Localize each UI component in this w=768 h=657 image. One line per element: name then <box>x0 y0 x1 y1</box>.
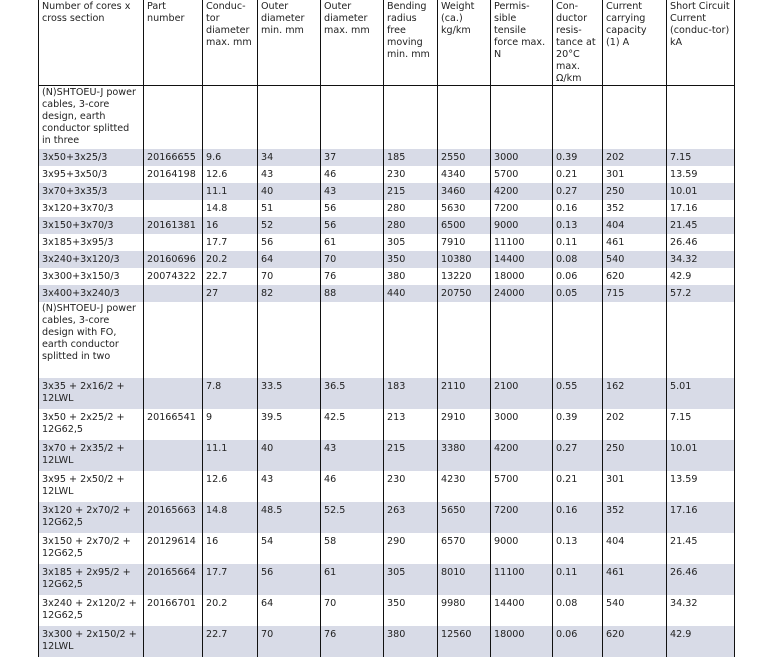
cell-part-number <box>144 471 203 502</box>
cell-weight: 8010 <box>438 564 491 595</box>
cell-conductor-resistance: 0.06 <box>553 268 603 285</box>
cell-outer-diameter-min: 40 <box>258 183 321 200</box>
cell-outer-diameter-min: 64 <box>258 251 321 268</box>
cell-conductor-diameter: 22.7 <box>203 268 258 285</box>
cell-bending-radius: 215 <box>384 440 438 471</box>
cell-tensile-force: 3000 <box>491 149 553 166</box>
empty-cell <box>603 302 667 378</box>
empty-cell <box>491 302 553 378</box>
table-row <box>39 234 735 251</box>
cell-current-capacity: 540 <box>603 595 667 626</box>
cell-weight: 4230 <box>438 471 491 502</box>
table-row <box>39 564 735 595</box>
cell-tensile-force: 18000 <box>491 626 553 657</box>
cell-bending-radius: 350 <box>384 595 438 626</box>
cell-tensile-force: 9000 <box>491 533 553 564</box>
cell-current-capacity: 461 <box>603 564 667 595</box>
cell-outer-diameter-max: 43 <box>321 183 384 200</box>
header-conductor-diameter: Conduc-tor diameter max. mm <box>203 0 258 86</box>
cell-part-number: 20164198 <box>144 166 203 183</box>
cell-outer-diameter-min: 52 <box>258 217 321 234</box>
cell-conductor-resistance: 0.55 <box>553 378 603 409</box>
cell-tensile-force: 2100 <box>491 378 553 409</box>
cell-tensile-force: 11100 <box>491 564 553 595</box>
cell-short-circuit-current: 34.32 <box>667 595 735 626</box>
cell-short-circuit-current: 17.16 <box>667 502 735 533</box>
cell-tensile-force: 18000 <box>491 268 553 285</box>
table-row <box>39 251 735 268</box>
table-row <box>39 217 735 234</box>
cell-part-number: 20129614 <box>144 533 203 564</box>
cell-weight: 2910 <box>438 409 491 440</box>
cell-short-circuit-current: 7.15 <box>667 149 735 166</box>
cell-short-circuit-current: 42.9 <box>667 626 735 657</box>
table-row <box>39 440 735 471</box>
cell-outer-diameter-min: 40 <box>258 440 321 471</box>
cell-tensile-force: 9000 <box>491 217 553 234</box>
cell-part-number <box>144 285 203 302</box>
cell-short-circuit-current: 13.59 <box>667 166 735 183</box>
cell-conductor-resistance: 0.11 <box>553 564 603 595</box>
header-conductor-resistance: Con-ductor resis-tance at 20°C max. Ω/km <box>553 0 603 86</box>
cell-cores-cross-section: 3x95 + 2x50/2 + 12LWL <box>39 471 144 502</box>
cell-conductor-resistance: 0.08 <box>553 251 603 268</box>
cell-bending-radius: 380 <box>384 626 438 657</box>
cell-outer-diameter-max: 46 <box>321 166 384 183</box>
cell-bending-radius: 280 <box>384 200 438 217</box>
cell-cores-cross-section: 3x185+3x95/3 <box>39 234 144 251</box>
cell-outer-diameter-max: 42.5 <box>321 409 384 440</box>
cell-conductor-diameter: 20.2 <box>203 251 258 268</box>
cell-outer-diameter-min: 34 <box>258 149 321 166</box>
empty-cell <box>144 86 203 150</box>
cell-part-number <box>144 183 203 200</box>
cell-short-circuit-current: 57.2 <box>667 285 735 302</box>
header-row <box>39 0 735 86</box>
cell-bending-radius: 263 <box>384 502 438 533</box>
cell-part-number: 20165664 <box>144 564 203 595</box>
cell-cores-cross-section: 3x240+3x120/3 <box>39 251 144 268</box>
cell-outer-diameter-max: 46 <box>321 471 384 502</box>
cell-weight: 6500 <box>438 217 491 234</box>
header-bending-radius: Bending radius free moving min. mm <box>384 0 438 86</box>
cell-short-circuit-current: 10.01 <box>667 183 735 200</box>
cell-cores-cross-section: 3x300 + 2x150/2 + 12LWL <box>39 626 144 657</box>
cell-bending-radius: 215 <box>384 183 438 200</box>
empty-cell <box>258 302 321 378</box>
cell-cores-cross-section: 3x50 + 2x25/2 + 12G62,5 <box>39 409 144 440</box>
cell-part-number <box>144 200 203 217</box>
cell-weight: 13220 <box>438 268 491 285</box>
cell-outer-diameter-min: 54 <box>258 533 321 564</box>
cell-outer-diameter-max: 70 <box>321 595 384 626</box>
header-cores-cross-section: Number of cores x cross section <box>39 0 144 86</box>
cell-conductor-resistance: 0.13 <box>553 217 603 234</box>
cell-conductor-diameter: 17.7 <box>203 234 258 251</box>
cell-outer-diameter-max: 36.5 <box>321 378 384 409</box>
cell-outer-diameter-min: 39.5 <box>258 409 321 440</box>
table-row <box>39 626 735 657</box>
cell-weight: 2550 <box>438 149 491 166</box>
header-current-capacity: Current carrying capacity (1) A <box>603 0 667 86</box>
cell-outer-diameter-min: 51 <box>258 200 321 217</box>
cell-cores-cross-section: 3x150 + 2x70/2 + 12G62,5 <box>39 533 144 564</box>
cell-tensile-force: 5700 <box>491 166 553 183</box>
cell-weight: 10380 <box>438 251 491 268</box>
cell-outer-diameter-max: 61 <box>321 234 384 251</box>
cell-weight: 7910 <box>438 234 491 251</box>
cell-current-capacity: 250 <box>603 183 667 200</box>
header-outer-diameter-min: Outer diameter min. mm <box>258 0 321 86</box>
cell-cores-cross-section: 3x300+3x150/3 <box>39 268 144 285</box>
cell-outer-diameter-max: 56 <box>321 200 384 217</box>
cell-bending-radius: 350 <box>384 251 438 268</box>
empty-cell <box>491 86 553 150</box>
empty-cell <box>667 86 735 150</box>
cell-bending-radius: 290 <box>384 533 438 564</box>
cell-weight: 9980 <box>438 595 491 626</box>
cell-outer-diameter-max: 76 <box>321 626 384 657</box>
cell-bending-radius: 183 <box>384 378 438 409</box>
header-tensile-force: Permis-sible tensile force max. N <box>491 0 553 86</box>
empty-cell <box>203 302 258 378</box>
cell-conductor-diameter: 11.1 <box>203 440 258 471</box>
cell-short-circuit-current: 42.9 <box>667 268 735 285</box>
cell-part-number: 20160696 <box>144 251 203 268</box>
table-row <box>39 200 735 217</box>
section-title: (N)SHTOEU-J power cables, 3-core design with FO, earth conductor splitted in two <box>39 302 144 378</box>
empty-cell <box>384 302 438 378</box>
table-row <box>39 502 735 533</box>
cell-short-circuit-current: 34.32 <box>667 251 735 268</box>
cell-outer-diameter-max: 88 <box>321 285 384 302</box>
cell-short-circuit-current: 21.45 <box>667 217 735 234</box>
cell-current-capacity: 620 <box>603 626 667 657</box>
table-row <box>39 183 735 200</box>
table-row <box>39 149 735 166</box>
cell-part-number: 20161381 <box>144 217 203 234</box>
cell-part-number: 20074322 <box>144 268 203 285</box>
cell-short-circuit-current: 21.45 <box>667 533 735 564</box>
header-short-circuit-current: Short Circuit Current (conduc-tor) kA <box>667 0 735 86</box>
cell-conductor-resistance: 0.05 <box>553 285 603 302</box>
cell-conductor-resistance: 0.27 <box>553 183 603 200</box>
cell-conductor-diameter: 14.8 <box>203 502 258 533</box>
cell-conductor-diameter: 11.1 <box>203 183 258 200</box>
cell-current-capacity: 301 <box>603 471 667 502</box>
cell-conductor-diameter: 22.7 <box>203 626 258 657</box>
table-row <box>39 595 735 626</box>
cell-part-number: 20165663 <box>144 502 203 533</box>
cell-short-circuit-current: 13.59 <box>667 471 735 502</box>
cell-conductor-diameter: 16 <box>203 217 258 234</box>
cell-conductor-resistance: 0.21 <box>553 471 603 502</box>
table-row <box>39 533 735 564</box>
cell-weight: 5630 <box>438 200 491 217</box>
header-weight: Weight (ca.) kg/km <box>438 0 491 86</box>
cell-weight: 2110 <box>438 378 491 409</box>
table-row <box>39 166 735 183</box>
cell-outer-diameter-min: 70 <box>258 626 321 657</box>
empty-cell <box>667 302 735 378</box>
cell-bending-radius: 185 <box>384 149 438 166</box>
cell-conductor-diameter: 17.7 <box>203 564 258 595</box>
cell-outer-diameter-max: 37 <box>321 149 384 166</box>
cell-current-capacity: 620 <box>603 268 667 285</box>
cell-outer-diameter-min: 56 <box>258 234 321 251</box>
cell-current-capacity: 352 <box>603 200 667 217</box>
table-row <box>39 471 735 502</box>
cell-bending-radius: 280 <box>384 217 438 234</box>
cell-conductor-resistance: 0.16 <box>553 200 603 217</box>
empty-cell <box>438 86 491 150</box>
cell-current-capacity: 461 <box>603 234 667 251</box>
cell-short-circuit-current: 10.01 <box>667 440 735 471</box>
cell-current-capacity: 404 <box>603 217 667 234</box>
cell-current-capacity: 352 <box>603 502 667 533</box>
cell-current-capacity: 202 <box>603 149 667 166</box>
cell-outer-diameter-min: 43 <box>258 166 321 183</box>
empty-cell <box>553 86 603 150</box>
cell-conductor-resistance: 0.39 <box>553 149 603 166</box>
cell-conductor-resistance: 0.08 <box>553 595 603 626</box>
cell-cores-cross-section: 3x185 + 2x95/2 + 12G62,5 <box>39 564 144 595</box>
cell-part-number <box>144 378 203 409</box>
cell-tensile-force: 11100 <box>491 234 553 251</box>
table-row <box>39 409 735 440</box>
cell-cores-cross-section: 3x150+3x70/3 <box>39 217 144 234</box>
cell-part-number <box>144 626 203 657</box>
cell-outer-diameter-min: 82 <box>258 285 321 302</box>
cell-short-circuit-current: 7.15 <box>667 409 735 440</box>
cell-weight: 5650 <box>438 502 491 533</box>
cell-part-number <box>144 440 203 471</box>
cell-outer-diameter-min: 43 <box>258 471 321 502</box>
cell-cores-cross-section: 3x70+3x35/3 <box>39 183 144 200</box>
cell-short-circuit-current: 17.16 <box>667 200 735 217</box>
header-outer-diameter-max: Outer diameter max. mm <box>321 0 384 86</box>
cell-cores-cross-section: 3x70 + 2x35/2 + 12LWL <box>39 440 144 471</box>
cell-conductor-diameter: 9.6 <box>203 149 258 166</box>
empty-cell <box>258 86 321 150</box>
cell-tensile-force: 5700 <box>491 471 553 502</box>
cell-outer-diameter-min: 48.5 <box>258 502 321 533</box>
cell-conductor-diameter: 12.6 <box>203 471 258 502</box>
cell-conductor-diameter: 7.8 <box>203 378 258 409</box>
empty-cell <box>384 86 438 150</box>
cell-bending-radius: 230 <box>384 166 438 183</box>
cell-weight: 12560 <box>438 626 491 657</box>
cell-weight: 3460 <box>438 183 491 200</box>
cell-outer-diameter-max: 76 <box>321 268 384 285</box>
table-row <box>39 378 735 409</box>
cell-conductor-diameter: 16 <box>203 533 258 564</box>
cell-current-capacity: 301 <box>603 166 667 183</box>
cell-outer-diameter-min: 64 <box>258 595 321 626</box>
cell-conductor-diameter: 12.6 <box>203 166 258 183</box>
cell-conductor-diameter: 20.2 <box>203 595 258 626</box>
empty-cell <box>321 302 384 378</box>
cell-conductor-diameter: 27 <box>203 285 258 302</box>
cell-cores-cross-section: 3x50+3x25/3 <box>39 149 144 166</box>
cell-conductor-resistance: 0.06 <box>553 626 603 657</box>
cell-cores-cross-section: 3x240 + 2x120/2 + 12G62,5 <box>39 595 144 626</box>
cell-part-number <box>144 234 203 251</box>
cell-current-capacity: 715 <box>603 285 667 302</box>
cell-outer-diameter-max: 52.5 <box>321 502 384 533</box>
cell-conductor-diameter: 14.8 <box>203 200 258 217</box>
cell-conductor-resistance: 0.39 <box>553 409 603 440</box>
cell-weight: 20750 <box>438 285 491 302</box>
cell-weight: 4340 <box>438 166 491 183</box>
cell-part-number: 20166701 <box>144 595 203 626</box>
cell-current-capacity: 404 <box>603 533 667 564</box>
cell-bending-radius: 440 <box>384 285 438 302</box>
section-row <box>39 86 735 150</box>
cell-bending-radius: 380 <box>384 268 438 285</box>
cell-outer-diameter-max: 70 <box>321 251 384 268</box>
cell-short-circuit-current: 5.01 <box>667 378 735 409</box>
cell-outer-diameter-max: 56 <box>321 217 384 234</box>
empty-cell <box>438 302 491 378</box>
table-row <box>39 268 735 285</box>
empty-cell <box>144 302 203 378</box>
cell-tensile-force: 14400 <box>491 595 553 626</box>
cell-conductor-resistance: 0.11 <box>553 234 603 251</box>
cell-outer-diameter-min: 70 <box>258 268 321 285</box>
cell-cores-cross-section: 3x120+3x70/3 <box>39 200 144 217</box>
cell-outer-diameter-max: 58 <box>321 533 384 564</box>
cell-outer-diameter-max: 61 <box>321 564 384 595</box>
cell-current-capacity: 250 <box>603 440 667 471</box>
cell-weight: 3380 <box>438 440 491 471</box>
cell-tensile-force: 4200 <box>491 440 553 471</box>
cell-outer-diameter-min: 33.5 <box>258 378 321 409</box>
cell-tensile-force: 14400 <box>491 251 553 268</box>
empty-cell <box>203 86 258 150</box>
cell-cores-cross-section: 3x95+3x50/3 <box>39 166 144 183</box>
cell-current-capacity: 202 <box>603 409 667 440</box>
section-row <box>39 302 735 378</box>
cell-bending-radius: 305 <box>384 234 438 251</box>
cell-bending-radius: 305 <box>384 564 438 595</box>
cell-current-capacity: 162 <box>603 378 667 409</box>
cell-conductor-resistance: 0.21 <box>553 166 603 183</box>
cable-spec-table <box>38 0 735 657</box>
section-title: (N)SHTOEU-J power cables, 3-core design, earth conductor splitted in three <box>39 86 144 150</box>
cell-bending-radius: 213 <box>384 409 438 440</box>
cell-part-number: 20166655 <box>144 149 203 166</box>
cell-bending-radius: 230 <box>384 471 438 502</box>
cell-tensile-force: 4200 <box>491 183 553 200</box>
cell-weight: 6570 <box>438 533 491 564</box>
cell-current-capacity: 540 <box>603 251 667 268</box>
cell-cores-cross-section: 3x35 + 2x16/2 + 12LWL <box>39 378 144 409</box>
cell-tensile-force: 7200 <box>491 502 553 533</box>
cell-tensile-force: 3000 <box>491 409 553 440</box>
cell-cores-cross-section: 3x400+3x240/3 <box>39 285 144 302</box>
empty-cell <box>553 302 603 378</box>
header-part-number: Part number <box>144 0 203 86</box>
empty-cell <box>321 86 384 150</box>
cell-tensile-force: 24000 <box>491 285 553 302</box>
cell-short-circuit-current: 26.46 <box>667 564 735 595</box>
cell-part-number: 20166541 <box>144 409 203 440</box>
cell-conductor-resistance: 0.13 <box>553 533 603 564</box>
empty-cell <box>603 86 667 150</box>
cell-cores-cross-section: 3x120 + 2x70/2 + 12G62,5 <box>39 502 144 533</box>
cell-outer-diameter-min: 56 <box>258 564 321 595</box>
cell-conductor-resistance: 0.27 <box>553 440 603 471</box>
cell-conductor-resistance: 0.16 <box>553 502 603 533</box>
cell-conductor-diameter: 9 <box>203 409 258 440</box>
cell-short-circuit-current: 26.46 <box>667 234 735 251</box>
cell-tensile-force: 7200 <box>491 200 553 217</box>
table-row <box>39 285 735 302</box>
cell-outer-diameter-max: 43 <box>321 440 384 471</box>
